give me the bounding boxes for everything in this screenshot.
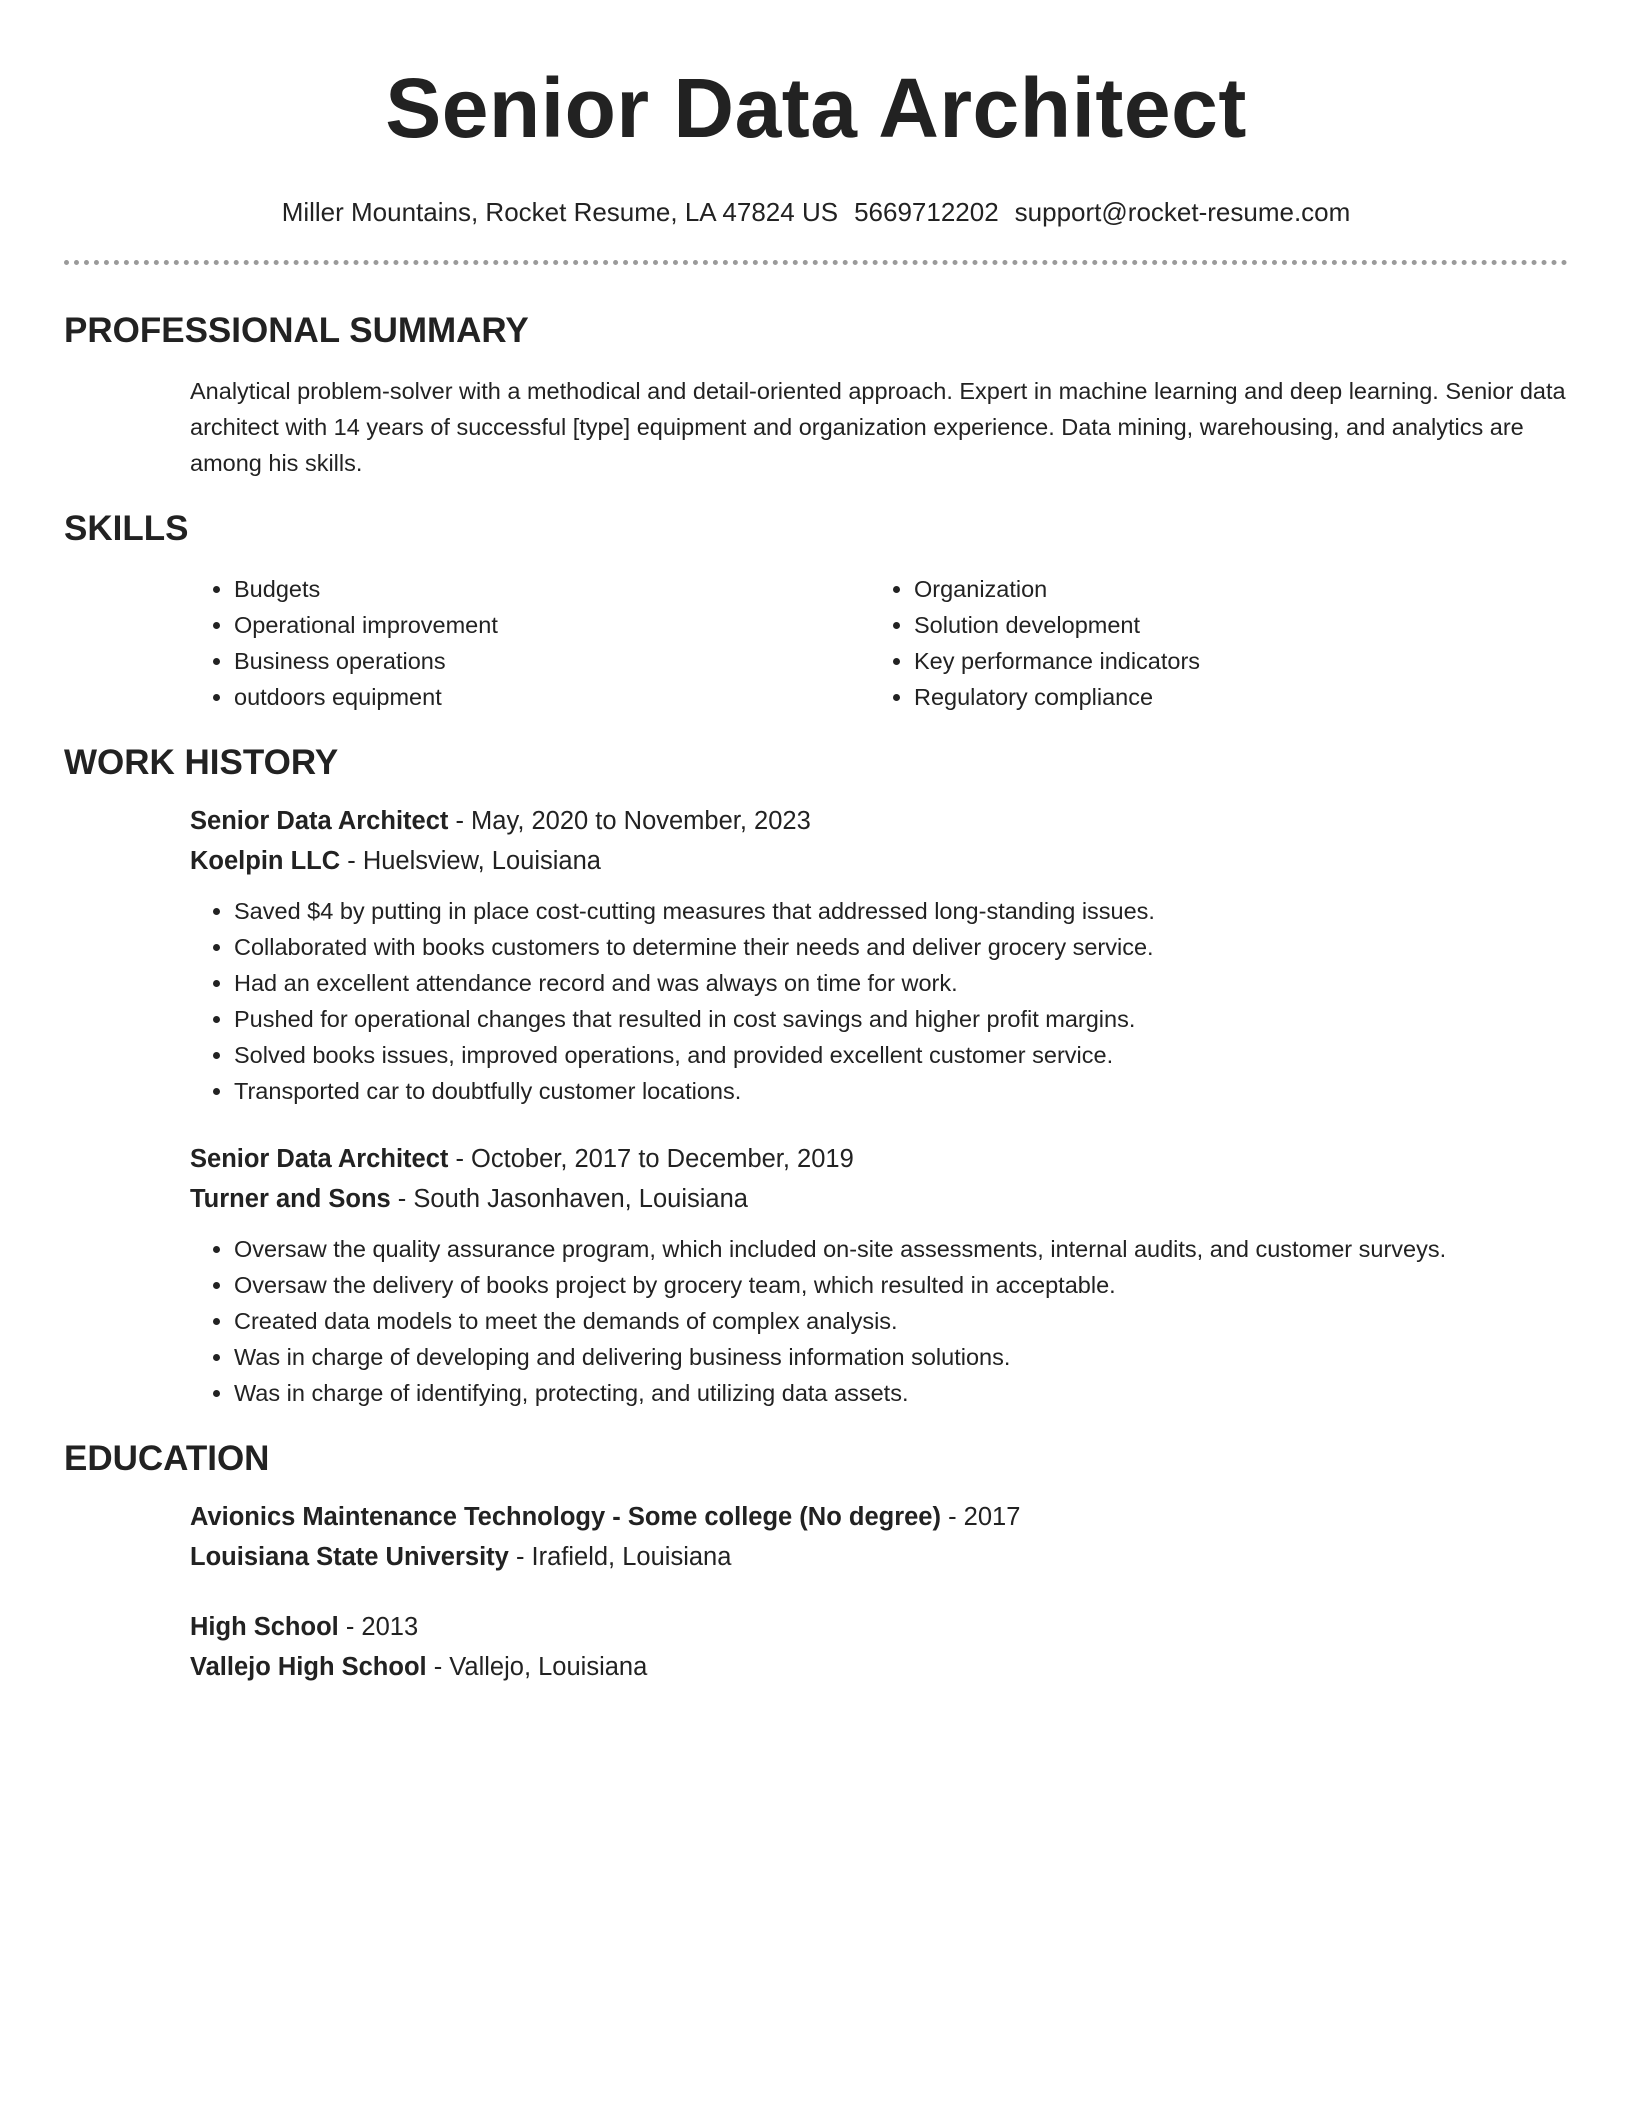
- job-company-line: [190, 1179, 1568, 1219]
- job-bullet: • Transported car to doubtfully customer locations.: [234, 1073, 1568, 1109]
- contact-address: Miller Mountains, Rocket Resume, LA 47824 US: [281, 197, 839, 227]
- education-location: - Irafield, Louisiana: [508, 1543, 732, 1571]
- job-role: Senior Data Architect: [190, 1145, 449, 1173]
- job-bullet: • Was in charge of identifying, protecting, and utilizing data assets.: [234, 1375, 1568, 1411]
- education-school: Louisiana State University: [190, 1543, 509, 1571]
- summary-section: [64, 309, 1568, 481]
- contact-email: support@rocket-resume.com: [1014, 197, 1351, 227]
- education-school-line: [190, 1537, 1568, 1577]
- education-degree: High School: [190, 1613, 339, 1641]
- job-bullet: • Had an excellent attendance record and was always on time for work.: [234, 965, 1568, 1001]
- skill-item: • Business operations: [234, 643, 870, 679]
- job-company: Turner and Sons: [190, 1185, 391, 1213]
- skills-grid: [64, 571, 1568, 715]
- education-location: - Vallejo, Louisiana: [426, 1653, 648, 1681]
- skills-column-left: [190, 571, 870, 715]
- education-entry: [64, 1497, 1568, 1577]
- job-bullet: • Was in charge of developing and delivering business information solutions.: [234, 1339, 1568, 1375]
- job-bullets: [190, 893, 1568, 1109]
- job-bullet: • Oversaw the delivery of books project by grocery team, which resulted in acceptable.: [234, 1267, 1568, 1303]
- education-section: [64, 1437, 1568, 1687]
- skills-list-left: [190, 571, 870, 715]
- job-company: Koelpin LLC: [190, 847, 341, 875]
- education-school: Vallejo High School: [190, 1653, 427, 1681]
- skill-item: • Regulatory compliance: [914, 679, 1550, 715]
- job-bullet: • Saved $4 by putting in place cost-cutting measures that addressed long-standing issues.: [234, 893, 1568, 929]
- education-degree: Avionics Maintenance Technology - Some college (No degree): [190, 1503, 941, 1531]
- education-degree-line: [190, 1497, 1568, 1537]
- skills-list-right: [870, 571, 1550, 715]
- job-location: - Huelsview, Louisiana: [340, 847, 601, 875]
- job-bullet: • Solved books issues, improved operations, and provided excellent customer service.: [234, 1037, 1568, 1073]
- skill-item: • Operational improvement: [234, 607, 870, 643]
- job-entry: [64, 1139, 1568, 1219]
- education-year: - 2017: [940, 1503, 1021, 1531]
- education-entry: [64, 1607, 1568, 1687]
- skill-item: • Budgets: [234, 571, 870, 607]
- contact-phone: 5669712202: [854, 197, 999, 227]
- skills-column-right: [870, 571, 1550, 715]
- contact-line: [64, 196, 1568, 228]
- header-divider: [64, 260, 1568, 265]
- job-bullet: • Pushed for operational changes that resulted in cost savings and higher profit margins.: [234, 1001, 1568, 1037]
- job-company-line: [190, 841, 1568, 881]
- resume-name: Senior Data Architect: [385, 61, 1247, 155]
- job-bullets: [190, 1231, 1568, 1411]
- skills-title: SKILLS: [64, 509, 189, 548]
- job-dates: - May, 2020 to November, 2023: [448, 807, 811, 835]
- work-title: WORK HISTORY: [64, 743, 339, 782]
- work-section: [64, 741, 1568, 1411]
- education-title: EDUCATION: [64, 1439, 270, 1478]
- job-role-line: [190, 1139, 1568, 1179]
- skills-section: [64, 507, 1568, 715]
- education-school-line: [190, 1647, 1568, 1687]
- skill-item: • Solution development: [914, 607, 1550, 643]
- education-year: - 2013: [338, 1613, 419, 1641]
- job-location: - South Jasonhaven, Louisiana: [390, 1185, 748, 1213]
- summary-text: Analytical problem-solver with a methodical and detail-oriented approach. Expert in machine learning and deep learning. Senior data architect with 14 years of successful [type] equipment and organization experience. Data mining, warehousing, and analytics are among his skills.: [190, 378, 1566, 476]
- education-degree-line: [190, 1607, 1568, 1647]
- job-bullet: • Collaborated with books customers to determine their needs and deliver grocery service.: [234, 929, 1568, 965]
- skill-item: • Organization: [914, 571, 1550, 607]
- skill-item: • outdoors equipment: [234, 679, 870, 715]
- job-role: Senior Data Architect: [190, 807, 449, 835]
- summary-title: PROFESSIONAL SUMMARY: [64, 311, 529, 350]
- job-bullet: • Created data models to meet the demands of complex analysis.: [234, 1303, 1568, 1339]
- skill-item: • Key performance indicators: [914, 643, 1550, 679]
- job-bullet: • Oversaw the quality assurance program, which included on-site assessments, internal audits, and customer surveys.: [234, 1231, 1568, 1267]
- job-dates: - October, 2017 to December, 2019: [448, 1145, 854, 1173]
- job-role-line: [190, 801, 1568, 841]
- job-entry: [64, 801, 1568, 881]
